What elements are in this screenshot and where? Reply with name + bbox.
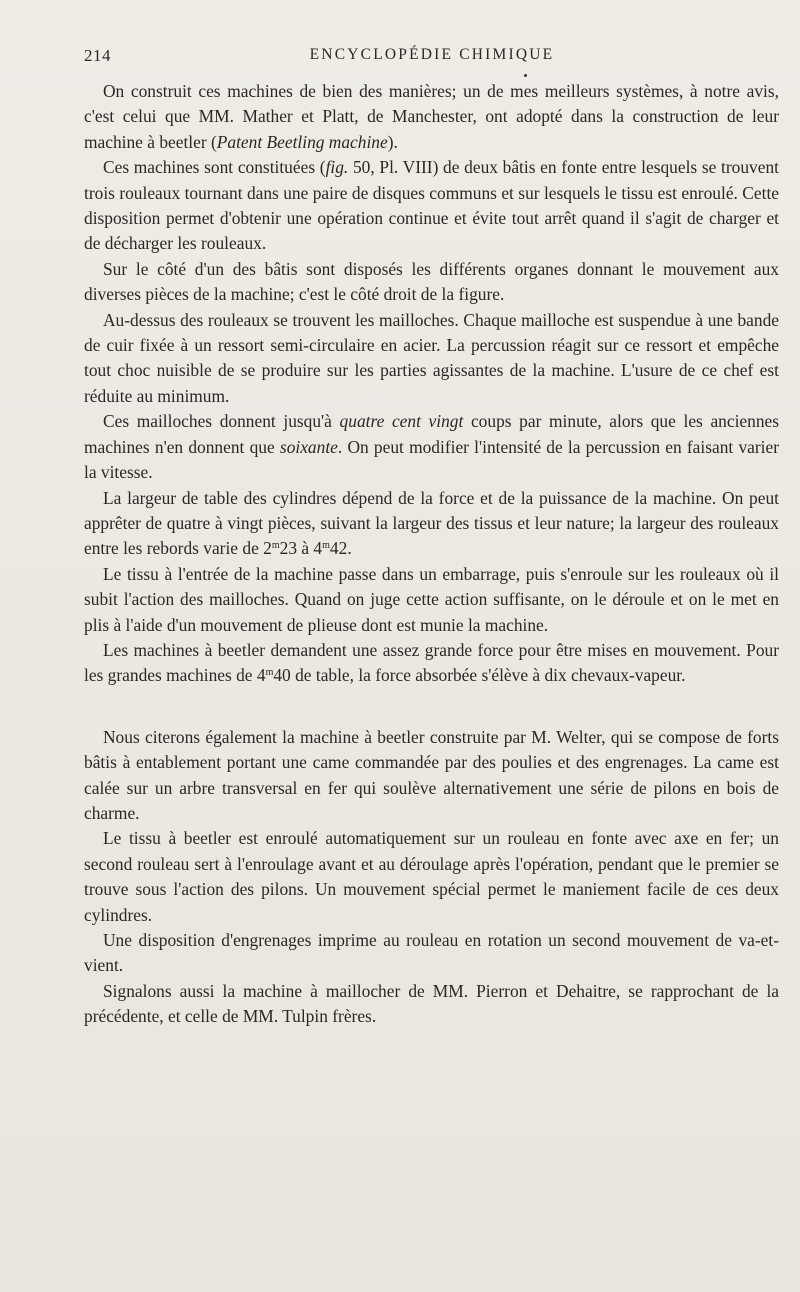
text-run: Sur le côté d'un des bâtis sont disposés les différents organes donnant le mouvement aux diverses pièces de la machine; c'est le côté droit de la figure. — [84, 258, 779, 305]
text-run: Une disposition d'engrenages imprime au rouleau en rotation un second mouvement de va-et-vient. — [84, 930, 779, 976]
text-run: Le tissu à l'entrée de la machine passe dans un embarrage, puis s'enroule sur les rouleaux où il subit l'action des mailloches. Quand on juge cette action suffisante, on le déroule et on le met en plis à l'aide d'un mouvement de plieuse dont est munie la machine. — [84, 563, 779, 635]
text-run: 23 à 4 — [279, 538, 323, 559]
paragraph — [84, 638, 779, 689]
text-run: Ces machines sont constituées ( — [103, 157, 326, 178]
page-number: 214 — [84, 46, 111, 65]
paragraph — [84, 979, 779, 1030]
paragraph — [84, 562, 779, 638]
paragraph — [84, 725, 779, 827]
paragraph — [84, 308, 779, 410]
text-run: Au-dessus des rouleaux se trouvent les mailloches. Chaque mailloche est suspendue à une bande de cuir fixée à un ressort semi-circulaire en acier. La percussion réagit sur ce ressort et empêche tout choc nuisible de se produire sur les parties agissantes de la machine. L'usure de ce chef est réduite au minimum. — [84, 309, 779, 406]
body-text — [84, 79, 779, 1030]
text-run: On construit ces machines de bien des manières; un de mes meilleurs systèmes, à notre avis, c'est celui que MM. Mather et Platt, de Manchester, ont adopté dans la construction de leur machine à beetler ( — [84, 81, 779, 152]
italic-term: fig. — [325, 157, 349, 178]
paragraph — [84, 826, 779, 928]
text-run: La largeur de table des cylindres dépend de la force et de la puissance de la machine. On peut apprêter de quatre à vingt pièces, suivant la largeur des tissus et leur nature; la largeur des rouleaux entre les rebords varie de 2 — [84, 487, 779, 559]
text-run: Le tissu à beetler est enroulé automatiquement sur un rouleau en fonte avec axe en fer; un second rouleau sert à l'enroulage avant et au déroulage après l'opération, pendant que le premier se trouve sous l'action des pilons. Un mouvement spécial permet le maniement facile de ces deux cylindres. — [84, 828, 779, 925]
text-run: Signalons aussi la machine à maillocher de MM. Pierron et Dehaitre, se rapprochant de la précédente, et celle de MM. Tulpin frères. — [84, 980, 779, 1027]
text-run: Les machines à beetler demandent une assez grande force pour être mises en mouvement. Pour les grandes machines de 4 — [84, 639, 779, 686]
text-run: 50, Pl. VIII) de deux bâtis en fonte entre lesquels se trouvent trois rouleaux tournant dans une paire de disques communs et sur lesquels le tissu est enroulé. Cette disposition permet d'obtenir une opération continue et évite tout arrêt quand il s'agit de charger et de décharger les rouleaux. — [84, 157, 779, 254]
text-run: 40 de table, la force absorbée s'élève à dix chevaux-vapeur. — [273, 665, 686, 686]
running-title: ENCYCLOPÉDIE CHIMIQUE — [309, 46, 555, 63]
paragraph — [84, 79, 779, 155]
page-header — [84, 46, 780, 68]
paragraph — [84, 409, 779, 485]
text-run: . On peut modifier l'intensité de la percussion en faisant varier la vitesse. — [84, 436, 779, 483]
text-run: Nous citerons également la machine à beetler construite par M. Welter, qui se compose de forts bâtis à entablement portant une came commandée par des poulies et des engrenages. La came est calée sur un arbre transversal en fer qui soulève alternativement une série de pilons en bois de charme. — [84, 726, 779, 823]
italic-term: Patent Beetling machine — [216, 131, 388, 152]
paragraph — [84, 155, 779, 257]
unit-superscript: m — [322, 540, 330, 552]
italic-term: quatre cent vingt — [339, 411, 464, 432]
text-run: coups par minute, alors que les anciennes machines n'en donnent que — [84, 411, 779, 457]
text-run: 42. — [329, 538, 352, 559]
ink-speck — [524, 74, 527, 77]
unit-superscript: m — [271, 540, 280, 552]
text-run: Ces mailloches donnent jusqu'à — [103, 411, 340, 432]
unit-superscript: m — [265, 667, 274, 679]
text-run: ). — [387, 131, 398, 152]
paragraph — [84, 928, 779, 979]
paragraph — [84, 257, 779, 308]
italic-term: soixante — [279, 436, 338, 457]
paragraph — [84, 486, 779, 562]
